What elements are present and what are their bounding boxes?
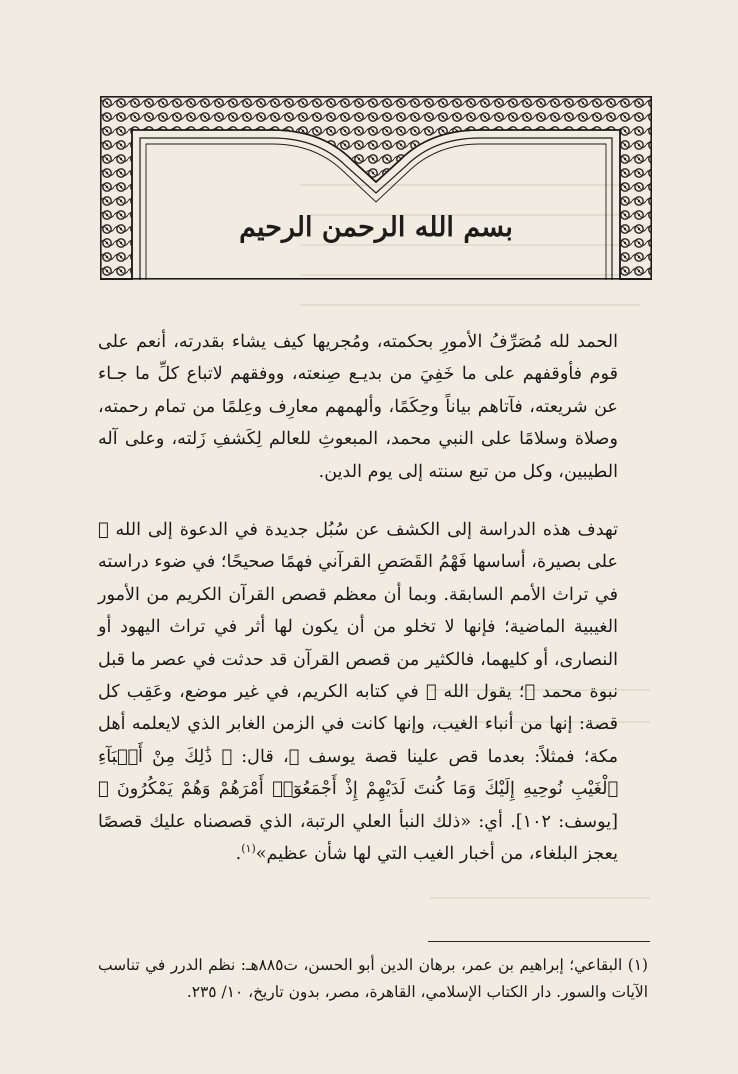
- main-text: [98, 326, 644, 871]
- paragraph-end-period: .: [235, 844, 242, 865]
- footnote-divider: [428, 941, 650, 942]
- basmala: بسم الله الرحمن الرحيم: [239, 212, 513, 243]
- paragraph-intro: الحمد لله مُصَرِّفُ الأمورِ بحكمته، ومُجريها كيف يشاء بقدرته، أنعم على قوم فأوقفهم على ما خَفِيَ من بديـع صِنعته، ووفقهم لاتباع كلِّ ما جـاء عن شريعته، فآتاهم بياناً وحِكَمًا، وألهمهم معارِف وعِلمًا من تمام رحمته، وصلاة وسلامًا على النبي محمد، المبعوثِ للعالم لِكَشفِ زَلته، وعلى آله الطيبين، وكل من تبع سنته إلى يوم الدين.: [98, 332, 618, 482]
- paragraph-body: [98, 514, 644, 870]
- ornamental-header-frame: [100, 96, 652, 280]
- paragraph-body-text: تهدف هذه الدراسة إلى الكشف عن سُبُل جديدة في الدعوة إلى الله ﷺ على بصيرة، أساسها فَهْمُ القَصَصِ القرآني فهمًا صحيحًا؛ في ضوء دراسته في تراث الأمم السابقة. وبما أن معظم قصص القرآن الكريم من الأمور الغيبية الماضية؛ فإنها لا تخلو من أن يكون لها أثر في تراث اليهود أو النصارى، أو كليهما، فالكثير من قصص القرآن قد حدثت في عصر ما قبل نبوة محمد ﷺ؛ يقول الله ﷺ في كتابه الكريم، في غير موضع، وعَقِب كل قصة: إنها من أنباء الغيب، وإنها كانت في الزمن الغابر الذي لايعلمه أهل مكة؛ فمثلاً: بعدما قص علينا قصة يوسف ﷺ، قال: ﴿ ذَٰلِكَ مِنْ أَنۢبَآءِ ٱلْغَيْبِ نُوحِيهِ إِلَيْكَ وَمَا كُنتَ لَدَيْهِمْ إِذْ أَجْمَعُوٓا۟ أَمْرَهُمْ وَهُمْ يَمْكُرُونَ ﴾ [يوسف: ١٠٢]. أي: «ذلك النبأ العلي الرتبة، الذي قصصناه عليك قصصًا يعجز البلغاء، من أخبار الغيب التي لها شأن عظيم»: [98, 520, 619, 865]
- footnote-reference[interactable]: (١): [241, 842, 256, 856]
- footnote: (١) البقاعي؛ إبراهيم بن عمر، برهان الدين أبو الحسن، ت٨٨٥هـ: نظم الدرر في تناسب الآيات والسور. دار الكتاب الإسلامي، القاهرة، مصر، بدون تاريخ، ١٠/ ٢٣٥.: [98, 956, 648, 1001]
